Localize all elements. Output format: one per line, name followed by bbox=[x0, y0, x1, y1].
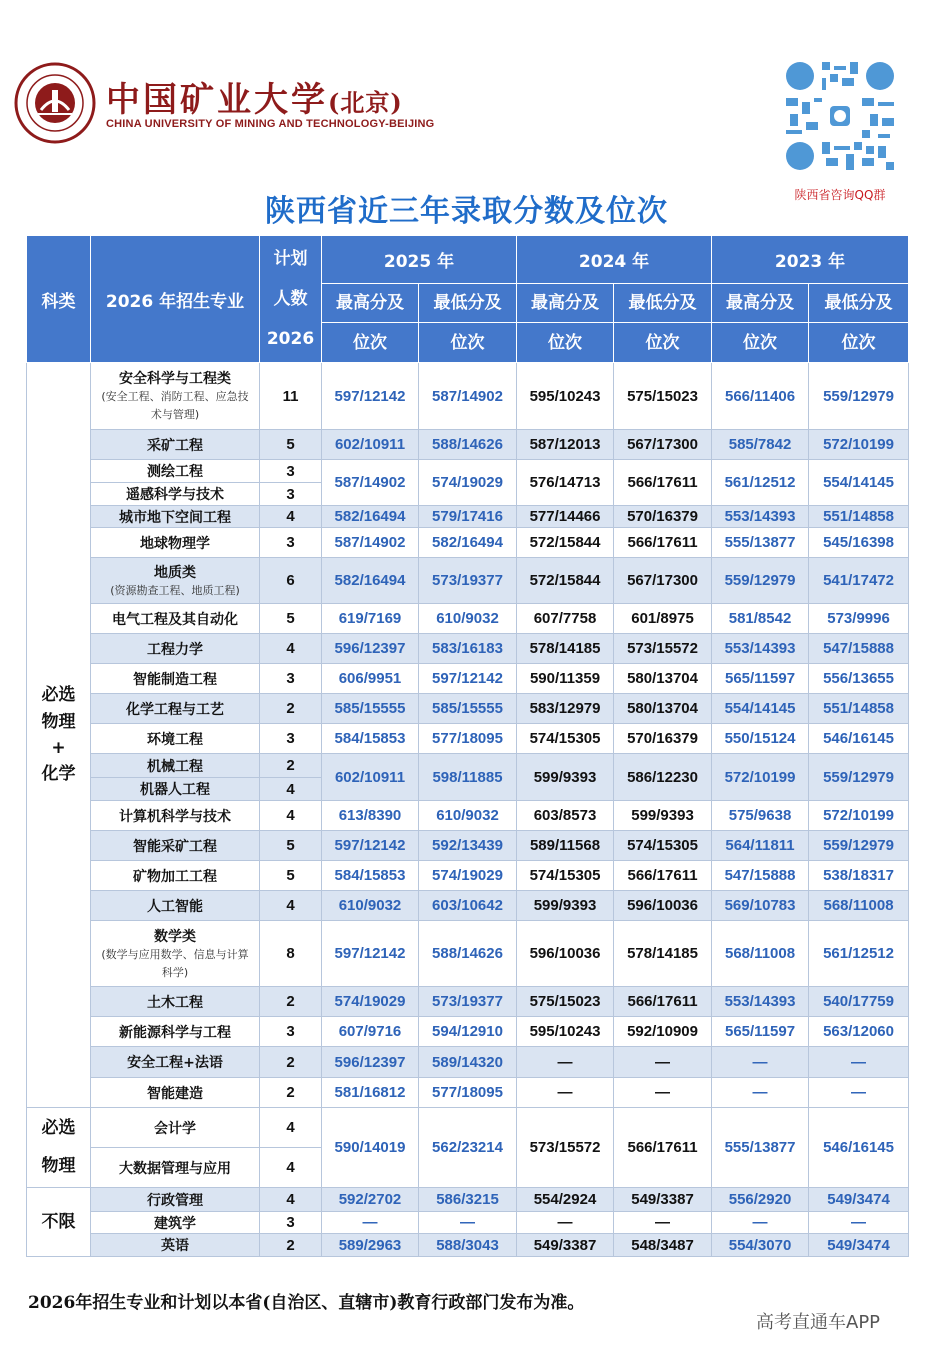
score-2023-low: 573/9996 bbox=[809, 604, 909, 634]
score-2023-high: 566/11406 bbox=[712, 363, 809, 430]
score-2023-high: — bbox=[712, 1078, 809, 1108]
score-2023-low: 549/3474 bbox=[809, 1234, 909, 1257]
plan-count: 3 bbox=[260, 724, 322, 754]
score-2023-low: 563/12060 bbox=[809, 1017, 909, 1047]
score-2024-low: 567/17300 bbox=[614, 430, 712, 460]
score-2023-high: 569/10783 bbox=[712, 891, 809, 921]
score-2025-high: 574/19029 bbox=[322, 987, 419, 1017]
score-2024-low: 566/17611 bbox=[614, 460, 712, 506]
score-2025-low: 585/15555 bbox=[419, 694, 517, 724]
category-physics: 必选 物理 bbox=[27, 1108, 91, 1188]
score-2023-low: 568/11008 bbox=[809, 891, 909, 921]
score-2023-low: 546/16145 bbox=[809, 724, 909, 754]
score-2024-low: 601/8975 bbox=[614, 604, 712, 634]
score-2023-high: 553/14393 bbox=[712, 987, 809, 1017]
table-row bbox=[27, 1188, 909, 1212]
header-2023-high: 最高分及 bbox=[712, 284, 809, 323]
plan-count: 4 bbox=[260, 778, 322, 801]
table-row bbox=[27, 801, 909, 831]
table-row bbox=[27, 430, 909, 460]
score-2023-low: 538/18317 bbox=[809, 861, 909, 891]
score-2025-low: 587/14902 bbox=[419, 363, 517, 430]
score-2023-low: 559/12979 bbox=[809, 754, 909, 801]
score-2025-high: 584/15853 bbox=[322, 861, 419, 891]
table-row bbox=[27, 831, 909, 861]
score-2023-low: 559/12979 bbox=[809, 831, 909, 861]
score-2023-low: 545/16398 bbox=[809, 528, 909, 558]
score-2025-low: 588/14626 bbox=[419, 430, 517, 460]
score-2023-high: — bbox=[712, 1212, 809, 1234]
watermark: 高考直通车APP bbox=[756, 1312, 881, 1333]
header-plan: 计划 人数 2026 bbox=[260, 236, 322, 363]
score-2024-low: — bbox=[614, 1047, 712, 1078]
major-name: 机械工程 bbox=[91, 754, 260, 778]
plan-count: 4 bbox=[260, 801, 322, 831]
score-2024-low: 580/13704 bbox=[614, 694, 712, 724]
major-name: 数学类 (数学与应用数学、信息与计算科学) bbox=[91, 921, 260, 987]
major-name: 新能源科学与工程 bbox=[91, 1017, 260, 1047]
footnote: 2026年招生专业和计划以本省(自治区、直辖市)教育行政部门发布为准。 bbox=[28, 1293, 585, 1313]
major-name: 地质类 (资源勘查工程、地质工程) bbox=[91, 558, 260, 604]
plan-count: 3 bbox=[260, 528, 322, 558]
score-2024-low: 570/16379 bbox=[614, 506, 712, 528]
score-2024-high: 599/9393 bbox=[517, 891, 614, 921]
score-2023-high: 547/15888 bbox=[712, 861, 809, 891]
major-name: 电气工程及其自动化 bbox=[91, 604, 260, 634]
major-name: 安全工程+法语 bbox=[91, 1047, 260, 1078]
plan-count: 2 bbox=[260, 1047, 322, 1078]
plan-count: 2 bbox=[260, 1234, 322, 1257]
score-2023-low: — bbox=[809, 1078, 909, 1108]
major-name: 人工智能 bbox=[91, 891, 260, 921]
score-2024-high: 595/10243 bbox=[517, 363, 614, 430]
header-2023-low: 最低分及 bbox=[809, 284, 909, 323]
plan-count: 4 bbox=[260, 634, 322, 664]
plan-count: 4 bbox=[260, 506, 322, 528]
score-2023-low: — bbox=[809, 1212, 909, 1234]
score-2025-low: 583/16183 bbox=[419, 634, 517, 664]
score-2025-high: 582/16494 bbox=[322, 506, 419, 528]
score-2025-high: 619/7169 bbox=[322, 604, 419, 634]
plan-count: 5 bbox=[260, 831, 322, 861]
score-2023-high: 556/2920 bbox=[712, 1188, 809, 1212]
major-name: 地球物理学 bbox=[91, 528, 260, 558]
score-2025-high: — bbox=[322, 1212, 419, 1234]
score-2023-high: 555/13877 bbox=[712, 1108, 809, 1188]
score-2024-high: 549/3387 bbox=[517, 1234, 614, 1257]
score-2025-low: 573/19377 bbox=[419, 987, 517, 1017]
plan-count: 4 bbox=[260, 1108, 322, 1148]
score-2025-low: 589/14320 bbox=[419, 1047, 517, 1078]
score-2024-high: 554/2924 bbox=[517, 1188, 614, 1212]
score-2023-high: 568/11008 bbox=[712, 921, 809, 987]
table-row bbox=[27, 1108, 909, 1148]
major-name: 环境工程 bbox=[91, 724, 260, 754]
table-row bbox=[27, 460, 909, 483]
score-2025-high: 597/12142 bbox=[322, 363, 419, 430]
score-2023-low: 551/14858 bbox=[809, 506, 909, 528]
table-row bbox=[27, 1212, 909, 1234]
score-2023-low: 572/10199 bbox=[809, 801, 909, 831]
score-2023-low: 572/10199 bbox=[809, 430, 909, 460]
score-2024-high: 574/15305 bbox=[517, 861, 614, 891]
major-name: 计算机科学与技术 bbox=[91, 801, 260, 831]
major-name: 行政管理 bbox=[91, 1188, 260, 1212]
plan-count: 5 bbox=[260, 430, 322, 460]
score-2025-high: 597/12142 bbox=[322, 831, 419, 861]
score-2024-high: 574/15305 bbox=[517, 724, 614, 754]
score-2025-low: 582/16494 bbox=[419, 528, 517, 558]
plan-count: 4 bbox=[260, 1188, 322, 1212]
table-row bbox=[27, 1047, 909, 1078]
score-2024-high: 577/14466 bbox=[517, 506, 614, 528]
table-row bbox=[27, 694, 909, 724]
score-2025-low: 610/9032 bbox=[419, 801, 517, 831]
table-row bbox=[27, 891, 909, 921]
score-2024-low: — bbox=[614, 1212, 712, 1234]
score-2023-low: 559/12979 bbox=[809, 363, 909, 430]
plan-count: 3 bbox=[260, 1212, 322, 1234]
category-unrestricted: 不限 bbox=[27, 1188, 91, 1257]
table-row bbox=[27, 528, 909, 558]
score-2025-low: 586/3215 bbox=[419, 1188, 517, 1212]
score-2024-low: 566/17611 bbox=[614, 987, 712, 1017]
header-2024: 2024 年 bbox=[517, 236, 712, 284]
score-2025-high: 592/2702 bbox=[322, 1188, 419, 1212]
table-row bbox=[27, 363, 909, 430]
major-name: 智能采矿工程 bbox=[91, 831, 260, 861]
score-2025-high: 581/16812 bbox=[322, 1078, 419, 1108]
score-2024-high: 572/15844 bbox=[517, 528, 614, 558]
header-2025-low-rank: 位次 bbox=[419, 323, 517, 363]
score-2024-high: 576/14713 bbox=[517, 460, 614, 506]
table-row bbox=[27, 861, 909, 891]
table-row bbox=[27, 1017, 909, 1047]
score-2023-high: 575/9638 bbox=[712, 801, 809, 831]
table-row bbox=[27, 506, 909, 528]
header-2024-low-rank: 位次 bbox=[614, 323, 712, 363]
score-2024-low: 570/16379 bbox=[614, 724, 712, 754]
score-2024-high: 590/11359 bbox=[517, 664, 614, 694]
category-physics-chemistry: 必选 物理 + 化学 bbox=[27, 363, 91, 1108]
score-2025-low: — bbox=[419, 1212, 517, 1234]
score-2024-high: — bbox=[517, 1078, 614, 1108]
score-2025-low: 588/14626 bbox=[419, 921, 517, 987]
major-name: 遥感科学与技术 bbox=[91, 483, 260, 506]
major-name: 智能建造 bbox=[91, 1078, 260, 1108]
plan-count: 3 bbox=[260, 483, 322, 506]
plan-count: 3 bbox=[260, 460, 322, 483]
score-2023-low: 541/17472 bbox=[809, 558, 909, 604]
major-name: 测绘工程 bbox=[91, 460, 260, 483]
plan-count: 4 bbox=[260, 891, 322, 921]
score-2025-low: 577/18095 bbox=[419, 724, 517, 754]
score-2024-high: — bbox=[517, 1212, 614, 1234]
header-major: 2026 年招生专业 bbox=[91, 236, 260, 363]
score-2023-high: 555/13877 bbox=[712, 528, 809, 558]
score-2023-high: 585/7842 bbox=[712, 430, 809, 460]
plan-count: 4 bbox=[260, 1148, 322, 1188]
plan-count: 2 bbox=[260, 987, 322, 1017]
score-2023-high: 559/12979 bbox=[712, 558, 809, 604]
score-2024-high: 595/10243 bbox=[517, 1017, 614, 1047]
score-2024-high: 572/15844 bbox=[517, 558, 614, 604]
score-2023-high: 572/10199 bbox=[712, 754, 809, 801]
qq-group-qr-code bbox=[782, 58, 898, 174]
table-row bbox=[27, 754, 909, 778]
score-2024-low: 566/17611 bbox=[614, 1108, 712, 1188]
score-2025-high: 596/12397 bbox=[322, 634, 419, 664]
score-2025-low: 579/17416 bbox=[419, 506, 517, 528]
score-2024-low: 549/3387 bbox=[614, 1188, 712, 1212]
score-2025-high: 587/14902 bbox=[322, 528, 419, 558]
major-name: 会计学 bbox=[91, 1108, 260, 1148]
university-name-cn: 中国矿业大学(北京) bbox=[106, 80, 403, 120]
plan-count: 11 bbox=[260, 363, 322, 430]
score-2023-low: 554/14145 bbox=[809, 460, 909, 506]
score-2024-low: 580/13704 bbox=[614, 664, 712, 694]
major-name: 土木工程 bbox=[91, 987, 260, 1017]
score-2025-high: 602/10911 bbox=[322, 754, 419, 801]
major-name: 采矿工程 bbox=[91, 430, 260, 460]
score-2023-low: — bbox=[809, 1047, 909, 1078]
plan-count: 5 bbox=[260, 861, 322, 891]
score-2024-high: — bbox=[517, 1047, 614, 1078]
score-2023-high: 565/11597 bbox=[712, 664, 809, 694]
score-2025-low: 573/19377 bbox=[419, 558, 517, 604]
major-name: 智能制造工程 bbox=[91, 664, 260, 694]
major-name: 机器人工程 bbox=[91, 778, 260, 801]
page-title: 陕西省近三年录取分数及位次 bbox=[265, 194, 668, 229]
score-2024-low: 592/10909 bbox=[614, 1017, 712, 1047]
score-2023-high: 550/15124 bbox=[712, 724, 809, 754]
plan-count: 5 bbox=[260, 604, 322, 634]
header-2025-high: 最高分及 bbox=[322, 284, 419, 323]
score-2024-low: 586/12230 bbox=[614, 754, 712, 801]
header-2023-high-rank: 位次 bbox=[712, 323, 809, 363]
header-2023: 2023 年 bbox=[712, 236, 909, 284]
score-2025-low: 594/12910 bbox=[419, 1017, 517, 1047]
score-2024-low: 548/3487 bbox=[614, 1234, 712, 1257]
score-2025-low: 592/13439 bbox=[419, 831, 517, 861]
plan-count: 2 bbox=[260, 694, 322, 724]
header-2024-high-rank: 位次 bbox=[517, 323, 614, 363]
score-2023-high: 554/14145 bbox=[712, 694, 809, 724]
score-2023-high: 554/3070 bbox=[712, 1234, 809, 1257]
header-2023-low-rank: 位次 bbox=[809, 323, 909, 363]
score-2023-high: — bbox=[712, 1047, 809, 1078]
score-2025-low: 597/12142 bbox=[419, 664, 517, 694]
score-2024-low: 596/10036 bbox=[614, 891, 712, 921]
score-2023-low: 549/3474 bbox=[809, 1188, 909, 1212]
score-2024-low: 599/9393 bbox=[614, 801, 712, 831]
score-2025-high: 582/16494 bbox=[322, 558, 419, 604]
score-2025-high: 587/14902 bbox=[322, 460, 419, 506]
header-2025: 2025 年 bbox=[322, 236, 517, 284]
plan-count: 2 bbox=[260, 1078, 322, 1108]
score-2023-high: 553/14393 bbox=[712, 634, 809, 664]
score-2024-low: 566/17611 bbox=[614, 861, 712, 891]
score-2024-high: 573/15572 bbox=[517, 1108, 614, 1188]
score-2024-low: 578/14185 bbox=[614, 921, 712, 987]
score-2025-low: 574/19029 bbox=[419, 460, 517, 506]
score-2025-high: 585/15555 bbox=[322, 694, 419, 724]
score-2024-low: 567/17300 bbox=[614, 558, 712, 604]
university-name-en: CHINA UNIVERSITY OF MINING AND TECHNOLOGY-BEIJING bbox=[106, 118, 435, 130]
header-2024-low: 最低分及 bbox=[614, 284, 712, 323]
major-name: 安全科学与工程类 (安全工程、消防工程、应急技术与管理) bbox=[91, 363, 260, 430]
table-row bbox=[27, 634, 909, 664]
score-2024-high: 575/15023 bbox=[517, 987, 614, 1017]
qr-caption: 陕西省咨询QQ群 bbox=[794, 188, 886, 202]
admission-score-table bbox=[26, 235, 909, 1257]
score-2025-high: 606/9951 bbox=[322, 664, 419, 694]
table-row bbox=[27, 1234, 909, 1257]
score-2025-high: 584/15853 bbox=[322, 724, 419, 754]
score-2023-low: 556/13655 bbox=[809, 664, 909, 694]
major-name: 工程力学 bbox=[91, 634, 260, 664]
table-row bbox=[27, 664, 909, 694]
score-2024-high: 589/11568 bbox=[517, 831, 614, 861]
score-2025-high: 613/8390 bbox=[322, 801, 419, 831]
score-2025-high: 610/9032 bbox=[322, 891, 419, 921]
score-2023-high: 564/11811 bbox=[712, 831, 809, 861]
plan-count: 6 bbox=[260, 558, 322, 604]
plan-count: 3 bbox=[260, 664, 322, 694]
score-2023-high: 553/14393 bbox=[712, 506, 809, 528]
score-2025-high: 596/12397 bbox=[322, 1047, 419, 1078]
score-2025-low: 577/18095 bbox=[419, 1078, 517, 1108]
score-2025-high: 589/2963 bbox=[322, 1234, 419, 1257]
score-2025-low: 588/3043 bbox=[419, 1234, 517, 1257]
score-2023-low: 540/17759 bbox=[809, 987, 909, 1017]
score-2025-high: 597/12142 bbox=[322, 921, 419, 987]
score-2024-high: 583/12979 bbox=[517, 694, 614, 724]
header-2025-low: 最低分及 bbox=[419, 284, 517, 323]
major-name: 大数据管理与应用 bbox=[91, 1148, 260, 1188]
score-2024-high: 603/8573 bbox=[517, 801, 614, 831]
score-2025-low: 598/11885 bbox=[419, 754, 517, 801]
score-2024-low: 575/15023 bbox=[614, 363, 712, 430]
score-2025-high: 590/14019 bbox=[322, 1108, 419, 1188]
score-2023-high: 581/8542 bbox=[712, 604, 809, 634]
major-name: 矿物加工工程 bbox=[91, 861, 260, 891]
header-2025-high-rank: 位次 bbox=[322, 323, 419, 363]
header-category: 科类 bbox=[27, 236, 91, 363]
score-2024-high: 596/10036 bbox=[517, 921, 614, 987]
header-2024-high: 最高分及 bbox=[517, 284, 614, 323]
university-logo bbox=[14, 62, 96, 144]
table-row bbox=[27, 724, 909, 754]
major-name: 化学工程与工艺 bbox=[91, 694, 260, 724]
score-2025-low: 562/23214 bbox=[419, 1108, 517, 1188]
table-row bbox=[27, 1078, 909, 1108]
score-2025-high: 602/10911 bbox=[322, 430, 419, 460]
score-2024-low: 573/15572 bbox=[614, 634, 712, 664]
score-2023-low: 551/14858 bbox=[809, 694, 909, 724]
score-2024-low: — bbox=[614, 1078, 712, 1108]
score-2023-low: 547/15888 bbox=[809, 634, 909, 664]
score-2024-low: 566/17611 bbox=[614, 528, 712, 558]
score-2025-low: 574/19029 bbox=[419, 861, 517, 891]
plan-count: 8 bbox=[260, 921, 322, 987]
score-2023-high: 565/11597 bbox=[712, 1017, 809, 1047]
score-2024-high: 599/9393 bbox=[517, 754, 614, 801]
table-row bbox=[27, 604, 909, 634]
score-2024-high: 587/12013 bbox=[517, 430, 614, 460]
score-2025-low: 603/10642 bbox=[419, 891, 517, 921]
score-2023-high: 561/12512 bbox=[712, 460, 809, 506]
table-row bbox=[27, 921, 909, 987]
score-2025-high: 607/9716 bbox=[322, 1017, 419, 1047]
major-name: 建筑学 bbox=[91, 1212, 260, 1234]
score-2025-low: 610/9032 bbox=[419, 604, 517, 634]
score-2023-low: 561/12512 bbox=[809, 921, 909, 987]
plan-count: 3 bbox=[260, 1017, 322, 1047]
plan-count: 2 bbox=[260, 754, 322, 778]
table-row bbox=[27, 987, 909, 1017]
major-name: 英语 bbox=[91, 1234, 260, 1257]
score-2024-low: 574/15305 bbox=[614, 831, 712, 861]
score-2024-high: 578/14185 bbox=[517, 634, 614, 664]
major-name: 城市地下空间工程 bbox=[91, 506, 260, 528]
score-2023-low: 546/16145 bbox=[809, 1108, 909, 1188]
table-row bbox=[27, 558, 909, 604]
score-2024-high: 607/7758 bbox=[517, 604, 614, 634]
